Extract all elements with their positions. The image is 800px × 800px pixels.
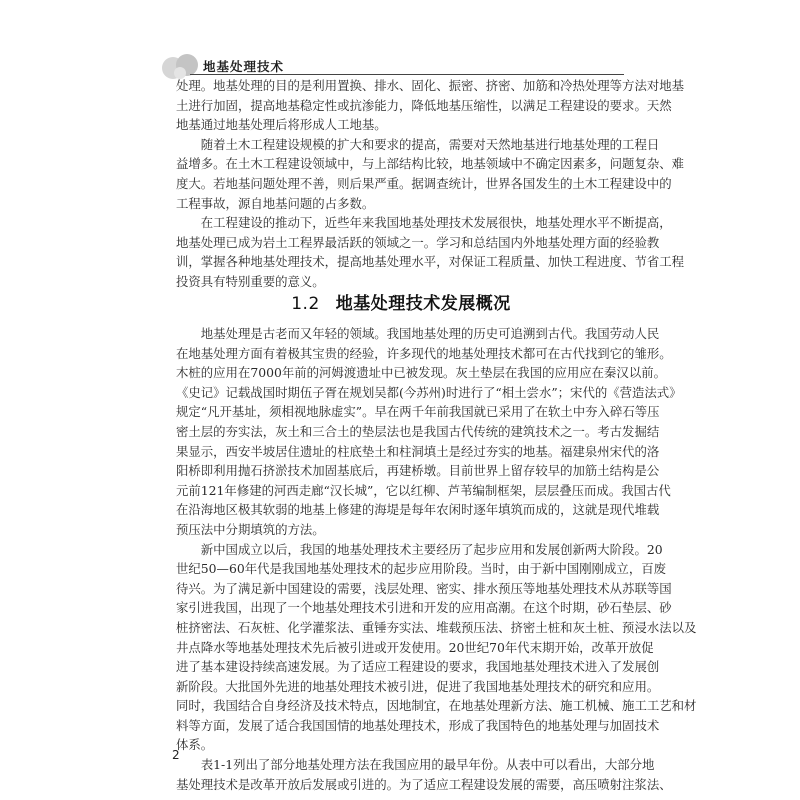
text-line: 井点降水等地基处理技术先后被引进或开发使用。20世纪70年代末期开始，改革开放促 bbox=[176, 639, 654, 655]
text-line: 地基处理是古老而又年轻的领域。我国地基处理的历史可追溯到古代。我国劳动人民 bbox=[176, 326, 660, 341]
paragraph bbox=[176, 324, 682, 540]
paragraph bbox=[176, 540, 697, 756]
text-line: 在沿海地区极其软弱的地基上修建的海堤是每年农闲时逐年填筑而成的，这就是现代堆载 bbox=[176, 502, 660, 518]
paragraph bbox=[176, 135, 685, 213]
running-header-title: 地基处理技术 bbox=[203, 59, 285, 74]
text-line: 家引进我国，出现了一个地基处理技术引进和开发的应用高潮。在这个时期，砂石垫层、砂 bbox=[176, 600, 672, 616]
text-line: 土进行加固，提高地基稳定性或抗渗能力，降低地基压缩性，以满足工程建设的要求。天然 bbox=[176, 97, 672, 113]
page-number: 2 bbox=[172, 748, 180, 762]
text-line: 在工程建设的推动下，近些年来我国地基处理技术发展很快，地基处理水平不断提高， bbox=[176, 215, 672, 231]
text-line: 阳桥即利用抛石挤淤技术加固基底后，再建桥墩。目前世界上留存较早的加筋土结构是公 bbox=[176, 463, 660, 479]
header-rule bbox=[190, 74, 624, 75]
text-line: 新中国成立以后，我国的地基处理技术主要经历了起步应用和发展创新两大阶段。20 bbox=[176, 541, 663, 557]
text-line: 地基通过地基处理后将形成人工地基。 bbox=[176, 117, 387, 133]
body-text-block bbox=[176, 324, 697, 794]
text-line: 规定“凡开基址，须相视地脉虚实”。早在两千年前我国就已采用了在软土中夯入碎石等压 bbox=[176, 404, 660, 420]
section-number: 1.2 bbox=[291, 294, 320, 314]
paragraph bbox=[176, 213, 685, 291]
text-line: 果显示，西安半坡居住遗址的柱底垫土和柱洞填土是经过夯实的地基。福建泉州宋代的洛 bbox=[176, 443, 660, 459]
text-line: 新阶段。大批国外先进的地基处理技术被引进，促进了我国地基处理技术的研究和应用。 bbox=[176, 678, 660, 694]
text-line: 基处理技术是改革开放后发展或引进的。为了适应工程建设发展的需要，高压喷射注浆法、 bbox=[176, 776, 672, 792]
section-title: 地基处理技术发展概况 bbox=[335, 294, 511, 314]
text-line: 待兴。为了满足新中国建设的需要，浅层处理、密实、排水预压等地基处理技术从苏联等国 bbox=[176, 580, 672, 596]
text-line: 木桩的应用在7000年前的河姆渡遗址中已被发现。灰土垫层在我国的应用应在秦汉以前。 bbox=[176, 365, 666, 381]
text-line: 预压法中分期填筑的方法。 bbox=[176, 521, 325, 537]
text-line: 随着土木工程建设规模的扩大和要求的提高，需要对天然地基进行地基处理的工程日 bbox=[176, 136, 660, 152]
text-line: 同时，我国结合自身经济及技术特点，因地制宜，在地基处理新方法、施工机械、施工工艺和材 bbox=[176, 698, 697, 714]
intro-text-block bbox=[176, 76, 685, 292]
paragraph bbox=[176, 76, 685, 135]
text-line: 世纪50—60年代是我国地基处理技术的起步应用阶段。当时，由于新中国刚刚成立，百废 bbox=[176, 561, 666, 577]
text-line: 进了基本建设持续高速发展。为了适应工程建设的要求，我国地基处理技术进入了发展创 bbox=[176, 659, 660, 675]
text-line: 桩挤密法、石灰桩、化学灌浆法、重锤夯实法、堆载预压法、挤密土桩和灰土桩、预浸水法以及 bbox=[176, 619, 697, 635]
section-heading bbox=[176, 289, 626, 314]
text-line: 训，掌握各种地基处理技术，提高地基处理水平，对保证工程质量、加快工程进度、节省工程 bbox=[176, 254, 685, 270]
text-line: 体系。 bbox=[176, 737, 214, 753]
text-line: 工程事故，源自地基问题的占多数。 bbox=[176, 195, 375, 211]
text-line: 度大。若地基问题处理不善，则后果严重。据调查统计，世界各国发生的土木工程建设中的 bbox=[176, 175, 672, 191]
text-line: 表1-1列出了部分地基处理方法在我国应用的最早年份。从表中可以看出，大部分地 bbox=[176, 757, 655, 773]
text-line: 元前121年修建的河西走廊“汉长城”，它以红柳、芦苇编制框架，层层叠压而成。我国古代 bbox=[176, 482, 671, 498]
text-line: 投资具有特别重要的意义。 bbox=[176, 273, 325, 289]
text-line: 料等方面，发展了适合我国国情的地基处理技术，形成了我国特色的地基处理与加固技术 bbox=[176, 717, 660, 733]
text-line: 在地基处理方面有着极其宝贵的经验，许多现代的地基处理技术都可在古代找到它的雏形。 bbox=[176, 345, 672, 361]
text-line: 密土层的夯实法，灰土和三合土的垫层法也是我国古代传统的建筑技术之一。考古发掘结 bbox=[176, 423, 660, 439]
text-line: 《史记》记载战国时期伍子胥在规划吴都(今苏州)时进行了“相土尝水”；宋代的《营造法式》 bbox=[176, 384, 682, 400]
text-line: 处理。地基处理的目的是利用置换、排水、固化、振密、挤密、加筋和冷热处理等方法对地基 bbox=[176, 78, 685, 93]
paragraph bbox=[176, 755, 672, 794]
text-line: 地基处理已成为岩土工程界最活跃的领域之一。学习和总结国内外地基处理方面的经验教 bbox=[176, 234, 660, 250]
text-line: 益增多。在土木工程建设领域中，与上部结构比较，地基领域中不确定因素多，问题复杂、难 bbox=[176, 156, 685, 172]
